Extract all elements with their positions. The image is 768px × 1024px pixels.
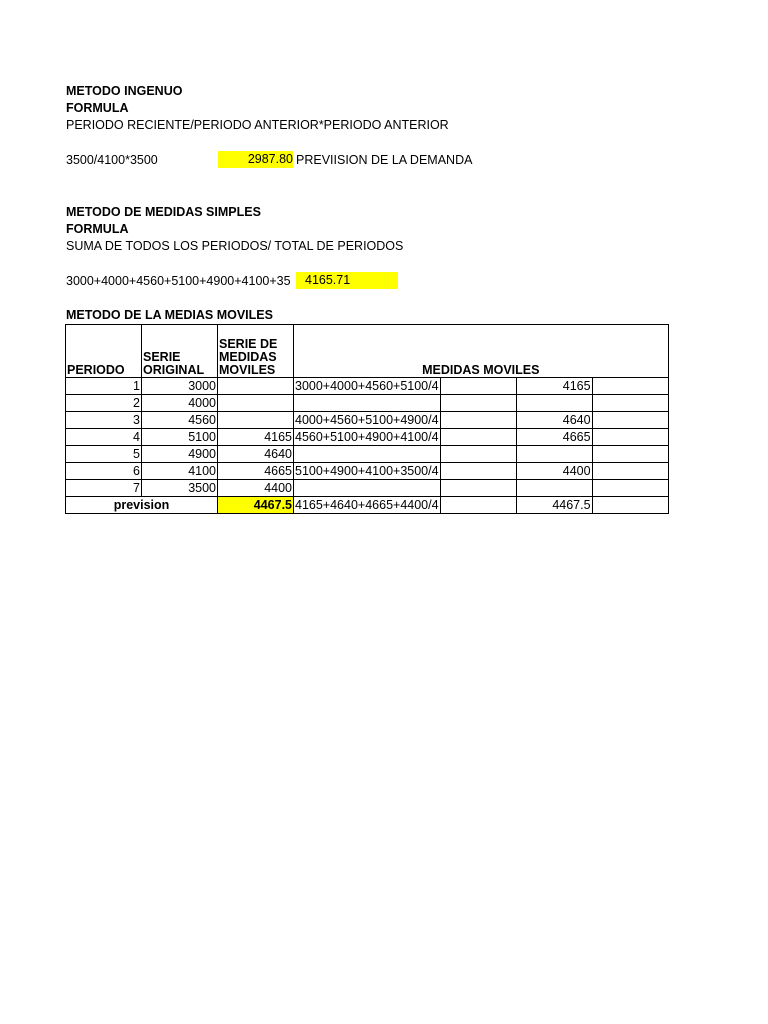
header-serie-original: SERIE ORIGINAL: [142, 325, 218, 378]
cell-serie: 4400: [218, 480, 294, 497]
cell-empty: [440, 446, 516, 463]
cell-empty: [440, 463, 516, 480]
cell-empty: [440, 378, 516, 395]
table-row: [66, 378, 669, 395]
cell-valor: [516, 395, 592, 412]
prevision-label: prevision: [66, 497, 218, 514]
table-row: [66, 446, 669, 463]
cell-empty: [592, 378, 668, 395]
cell-original: 3000: [142, 378, 218, 395]
moving-title: METODO DE LA MEDIAS MOVILES: [66, 308, 273, 322]
table-row: [66, 412, 669, 429]
cell-formula: 4000+4560+5100+4900/4: [295, 413, 439, 427]
cell-original: 4900: [142, 446, 218, 463]
cell-empty: [592, 446, 668, 463]
simple-title: METODO DE MEDIDAS SIMPLES: [66, 205, 261, 219]
cell-periodo: 5: [66, 446, 142, 463]
moving-average-table: [65, 324, 669, 514]
simple-formula-label: FORMULA: [66, 222, 129, 236]
header-serie-medidas: SERIE DE MEDIDAS MOVILES: [218, 325, 294, 378]
table-row: [66, 429, 669, 446]
table-row: [66, 463, 669, 480]
naive-result: 2987.80: [218, 151, 293, 168]
prevision-valor: 4467.5: [516, 497, 592, 514]
cell-valor: 4400: [516, 463, 592, 480]
naive-result-label: PREVIISION DE LA DEMANDA: [296, 153, 473, 167]
cell-serie: 4165: [218, 429, 294, 446]
cell-empty: [440, 395, 516, 412]
cell-valor: 4165: [516, 378, 592, 395]
cell-formula: [294, 446, 441, 463]
cell-empty: [592, 497, 668, 514]
cell-serie: 4640: [218, 446, 294, 463]
simple-formula: SUMA DE TODOS LOS PERIODOS/ TOTAL DE PERIODOS: [66, 239, 404, 253]
cell-empty: [592, 480, 668, 497]
cell-serie: [218, 412, 294, 429]
cell-periodo: 1: [66, 378, 142, 395]
header-periodo: PERIODO: [66, 325, 142, 378]
prevision-row: [66, 497, 669, 514]
cell-original: 3500: [142, 480, 218, 497]
cell-empty: [592, 412, 668, 429]
cell-formula: 4560+5100+4900+4100/4: [295, 430, 439, 444]
naive-formula-label: FORMULA: [66, 101, 129, 115]
cell-periodo: 6: [66, 463, 142, 480]
table-header-row: [66, 325, 669, 378]
cell-empty: [440, 429, 516, 446]
cell-periodo: 3: [66, 412, 142, 429]
cell-formula: [294, 395, 441, 412]
prevision-serie: 4467.5: [218, 497, 294, 514]
cell-empty: [592, 463, 668, 480]
simple-result: 4165.71: [296, 272, 398, 289]
cell-empty: [592, 429, 668, 446]
cell-serie: 4665: [218, 463, 294, 480]
header-medidas-moviles: MEDIDAS MOVILES: [294, 325, 669, 378]
cell-formula: 3000+4000+4560+5100/4: [295, 379, 439, 393]
cell-formula: 5100+4900+4100+3500/4: [295, 464, 439, 478]
cell-empty: [440, 497, 516, 514]
cell-periodo: 4: [66, 429, 142, 446]
cell-original: 5100: [142, 429, 218, 446]
cell-valor: [516, 446, 592, 463]
cell-serie: [218, 378, 294, 395]
table-row: [66, 395, 669, 412]
cell-original: 4100: [142, 463, 218, 480]
naive-expression: 3500/4100*3500: [66, 153, 158, 167]
cell-periodo: 2: [66, 395, 142, 412]
cell-formula: [294, 480, 441, 497]
cell-valor: [516, 480, 592, 497]
naive-formula: PERIODO RECIENTE/PERIODO ANTERIOR*PERIODO ANTERIOR: [66, 118, 449, 132]
cell-empty: [440, 480, 516, 497]
table-row: [66, 480, 669, 497]
cell-valor: 4640: [516, 412, 592, 429]
naive-title: METODO INGENUO: [66, 84, 183, 98]
cell-valor: 4665: [516, 429, 592, 446]
cell-empty: [440, 412, 516, 429]
cell-empty: [592, 395, 668, 412]
cell-original: 4560: [142, 412, 218, 429]
cell-original: 4000: [142, 395, 218, 412]
prevision-formula: 4165+4640+4665+4400/4: [295, 498, 439, 512]
cell-serie: [218, 395, 294, 412]
simple-expression: 3000+4000+4560+5100+4900+4100+35: [66, 274, 291, 288]
cell-periodo: 7: [66, 480, 142, 497]
